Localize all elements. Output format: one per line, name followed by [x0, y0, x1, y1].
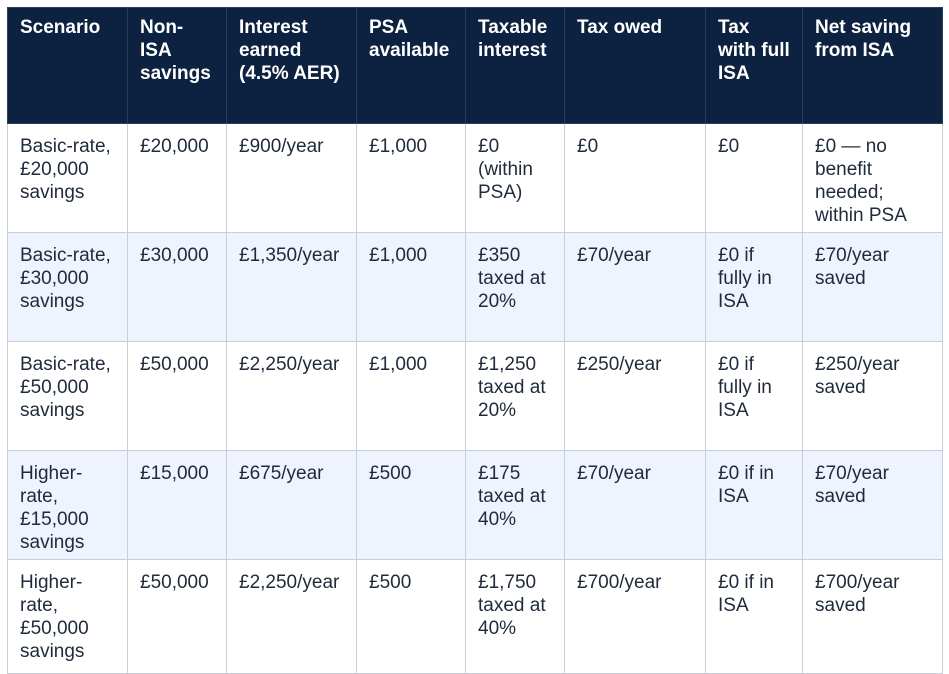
cell-net-saving: £250/year saved [803, 342, 943, 451]
cell-interest-earned: £675/year [227, 451, 357, 560]
cell-tax-with-full-isa: £0 if in ISA [706, 560, 803, 674]
cell-tax-with-full-isa: £0 if in ISA [706, 451, 803, 560]
cell-taxable-interest: £1,250 taxed at 20% [466, 342, 565, 451]
header-interest-earned: Interest earned (4.5% AER) [227, 8, 357, 124]
cell-net-saving: £700/year saved [803, 560, 943, 674]
cell-interest-earned: £1,350/year [227, 233, 357, 342]
cell-tax-with-full-isa: £0 if fully in ISA [706, 342, 803, 451]
cell-tax-owed: £70/year [565, 233, 706, 342]
cell-psa-available: £500 [357, 560, 466, 674]
cell-tax-with-full-isa: £0 [706, 124, 803, 233]
table-row [8, 342, 943, 451]
isa-savings-table [7, 7, 943, 674]
cell-scenario: Basic-rate, £20,000 savings [8, 124, 128, 233]
header-net-saving: Net saving from ISA [803, 8, 943, 124]
table-row [8, 233, 943, 342]
cell-scenario: Basic-rate, £50,000 savings [8, 342, 128, 451]
cell-taxable-interest: £0 (within PSA) [466, 124, 565, 233]
cell-non-isa-savings: £50,000 [128, 342, 227, 451]
cell-psa-available: £1,000 [357, 124, 466, 233]
cell-psa-available: £1,000 [357, 233, 466, 342]
cell-taxable-interest: £1,750 taxed at 40% [466, 560, 565, 674]
cell-non-isa-savings: £30,000 [128, 233, 227, 342]
cell-non-isa-savings: £15,000 [128, 451, 227, 560]
cell-net-saving: £70/year saved [803, 233, 943, 342]
cell-scenario: Basic-rate, £30,000 savings [8, 233, 128, 342]
cell-interest-earned: £900/year [227, 124, 357, 233]
cell-tax-owed: £0 [565, 124, 706, 233]
cell-scenario: Higher-rate, £50,000 savings [8, 560, 128, 674]
cell-taxable-interest: £175 taxed at 40% [466, 451, 565, 560]
header-tax-owed: Tax owed [565, 8, 706, 124]
cell-tax-owed: £70/year [565, 451, 706, 560]
cell-psa-available: £500 [357, 451, 466, 560]
table-row [8, 560, 943, 674]
cell-tax-owed: £700/year [565, 560, 706, 674]
cell-interest-earned: £2,250/year [227, 342, 357, 451]
header-scenario: Scenario [8, 8, 128, 124]
cell-interest-earned: £2,250/year [227, 560, 357, 674]
table-row [8, 451, 943, 560]
cell-net-saving: £70/year saved [803, 451, 943, 560]
header-psa-available: PSA available [357, 8, 466, 124]
cell-non-isa-savings: £20,000 [128, 124, 227, 233]
cell-non-isa-savings: £50,000 [128, 560, 227, 674]
cell-tax-owed: £250/year [565, 342, 706, 451]
cell-psa-available: £1,000 [357, 342, 466, 451]
header-row [8, 8, 943, 124]
cell-tax-with-full-isa: £0 if fully in ISA [706, 233, 803, 342]
table-row [8, 124, 943, 233]
cell-scenario: Higher-rate, £15,000 savings [8, 451, 128, 560]
header-tax-with-full-isa: Tax with full ISA [706, 8, 803, 124]
header-non-isa-savings: Non-ISA savings [128, 8, 227, 124]
cell-net-saving: £0 — no benefit needed; within PSA [803, 124, 943, 233]
header-taxable-interest: Taxable interest [466, 8, 565, 124]
cell-taxable-interest: £350 taxed at 20% [466, 233, 565, 342]
